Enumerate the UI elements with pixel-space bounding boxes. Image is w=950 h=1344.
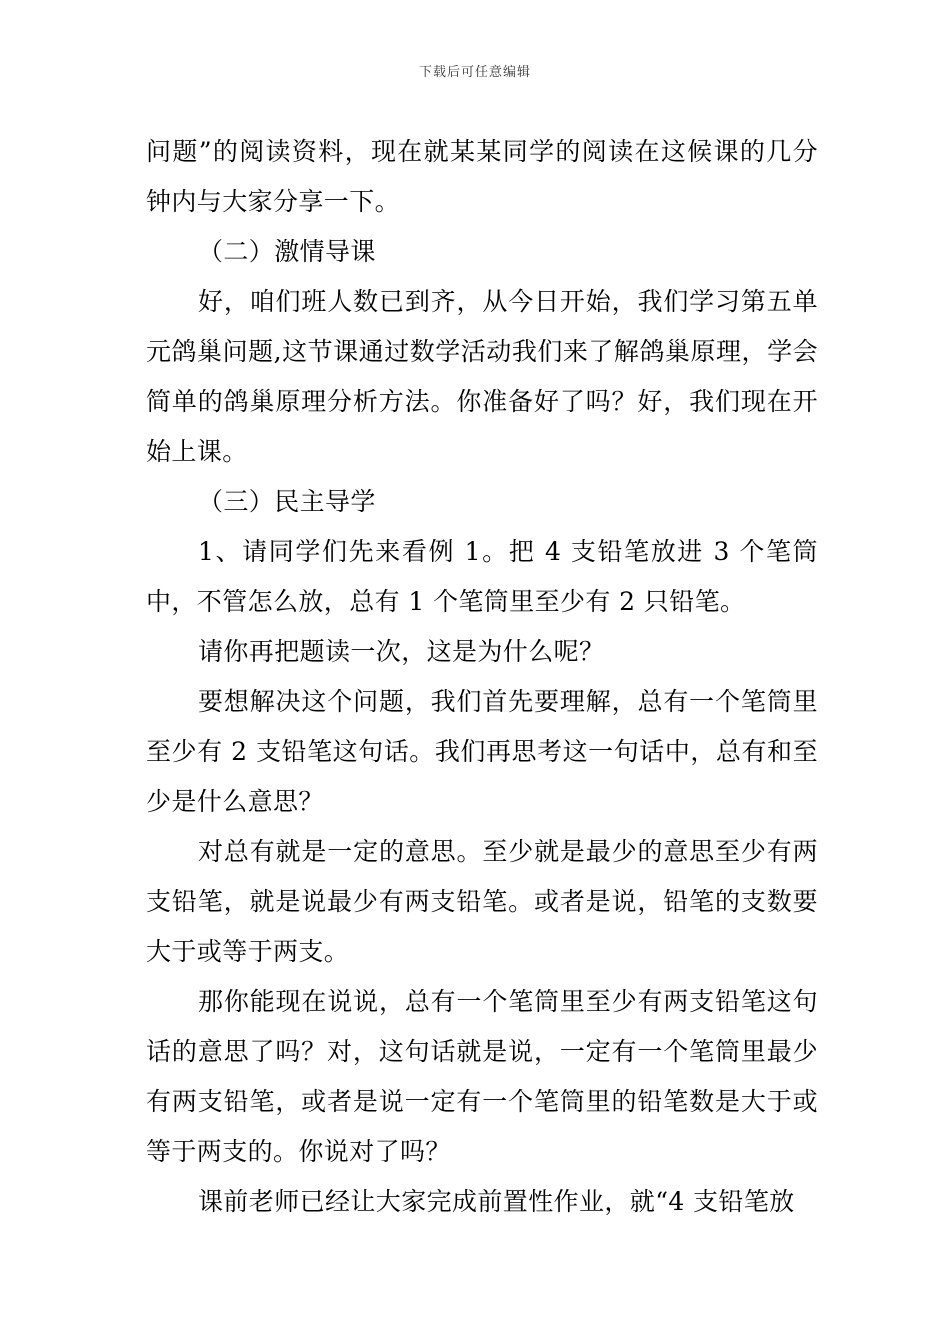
paragraph-explanation: 那你能现在说说，总有一个笔筒里至少有两支铅笔这句话的意思了吗？对，这句话就是说，一定有一个笔筒里最少有两支铅笔，或者是说一定有一个笔筒里的铅笔数是大于或等于两支的。你说对了吗？ (146, 987, 818, 1166)
paragraph-intro: 好，咱们班人数已到齐，从今日开始，我们学习第五单元鸽巢问题,这节课通过数学活动我们来了解鸽巢原理，学会简单的鸽巢原理分析方法。你准备好了吗？好，我们现在开始上课。 (146, 287, 818, 466)
document-body (146, 127, 818, 1227)
paragraph-understanding: 要想解决这个问题，我们首先要理解，总有一个笔筒里至少有 2 支铅笔这句话。我们再思考这一句话中，总有和至少是什么意思？ (146, 687, 818, 816)
paragraph-continuation: 问题”的阅读资料，现在就某某同学的阅读在这候课的几分钟内与大家分享一下。 (146, 137, 818, 216)
paragraph-question: 请你再把题读一次，这是为什么呢？ (198, 637, 605, 666)
page-header: 下载后可任意编辑 (418, 65, 531, 80)
paragraph-meaning: 对总有就是一定的意思。至少就是最少的意思至少有两支铅笔，就是说最少有两支铅笔。或者是说，铅笔的支数要大于或等于两支。 (146, 837, 818, 966)
paragraph-example-1: 1、请同学们先来看例 1。把 4 支铅笔放进 3 个笔筒中，不管怎么放，总有 1 个笔筒里至少有 2 只铅笔。 (146, 537, 818, 616)
paragraph-homework: 课前老师已经让大家完成前置性作业，就“4 支铅笔放 (198, 1187, 795, 1216)
section-heading-2: （二）激情导课 (198, 237, 376, 266)
section-heading-3: （三）民主导学 (198, 487, 376, 516)
